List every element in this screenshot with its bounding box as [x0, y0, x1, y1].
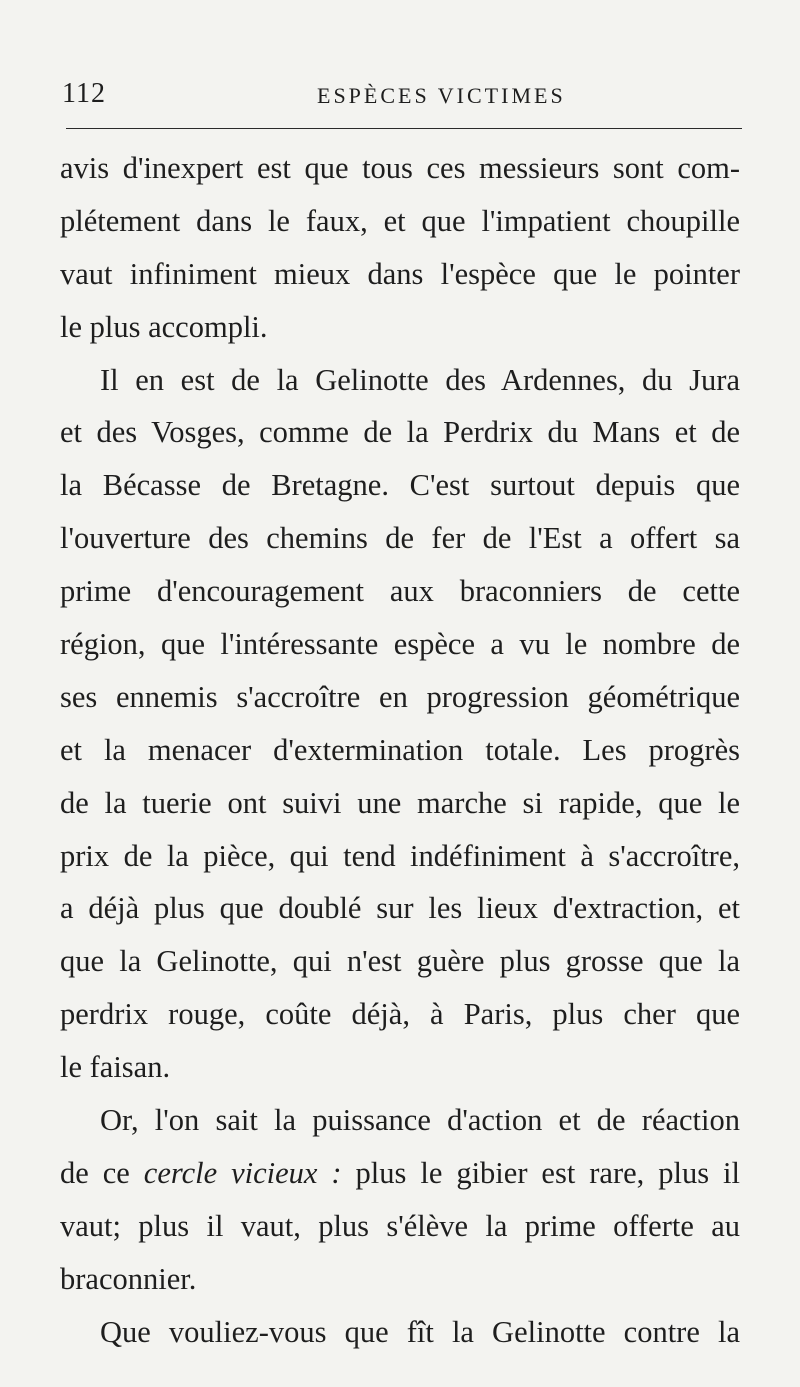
header-rule [66, 128, 742, 129]
text-line: et des Vosges, comme de la Perdrix du Mans et de [60, 415, 740, 450]
page-number: 112 [62, 78, 106, 109]
text-segment: plus le gibier est rare, plus il [341, 1155, 740, 1190]
text-line: plétement dans le faux, et que l'impatient choupille [60, 203, 740, 238]
text-line: que la Gelinotte, qui n'est guère plus grosse que la [60, 944, 740, 979]
running-title: ESPÈCES VICTIMES [317, 83, 566, 108]
text-line: a déjà plus que doublé sur les lieux d'extraction, et [60, 891, 740, 926]
text-segment: de ce [60, 1155, 144, 1190]
text-line: le plus accompli. [60, 309, 268, 344]
text-line: ses ennemis s'accroître en progression géométrique [60, 679, 740, 714]
paragraph-start-line: Que vouliez-vous que fît la Gelinotte contre la [100, 1314, 740, 1349]
text-line: prime d'encouragement aux braconniers de cette [60, 574, 740, 609]
text-line: la Bécasse de Bretagne. C'est surtout depuis que [60, 468, 740, 503]
text-line: l'ouverture des chemins de fer de l'Est a offert sa [60, 521, 740, 556]
text-line-with-italic [60, 1147, 740, 1200]
text-line: région, que l'intéressante espèce a vu le nombre de [60, 627, 740, 662]
italic-phrase: cercle vicieux : [143, 1155, 342, 1190]
text-line: prix de la pièce, qui tend indéfiniment à s'accroître, [60, 838, 740, 873]
text-line: vaut; plus il vaut, plus s'élève la prime offerte au [60, 1208, 740, 1243]
text-line: avis d'inexpert est que tous ces messieurs sont com- [60, 151, 740, 185]
paragraph-start-line: Or, l'on sait la puissance d'action et de réaction [100, 1103, 740, 1138]
paragraph-start-line: Il en est de la Gelinotte des Ardennes, du Jura [100, 362, 740, 397]
text-line: vaut infiniment mieux dans l'espèce que le pointer [60, 256, 740, 291]
page-header [62, 78, 742, 118]
text-line: et la menacer d'extermination totale. Les progrès [60, 732, 740, 767]
text-line: perdrix rouge, coûte déjà, à Paris, plus cher que [60, 997, 740, 1032]
text-line: braconnier. [60, 1261, 197, 1296]
text-line: de la tuerie ont suivi une marche si rapide, que le [60, 785, 740, 820]
text-line: le faisan. [60, 1050, 171, 1085]
body-text [60, 142, 740, 1358]
